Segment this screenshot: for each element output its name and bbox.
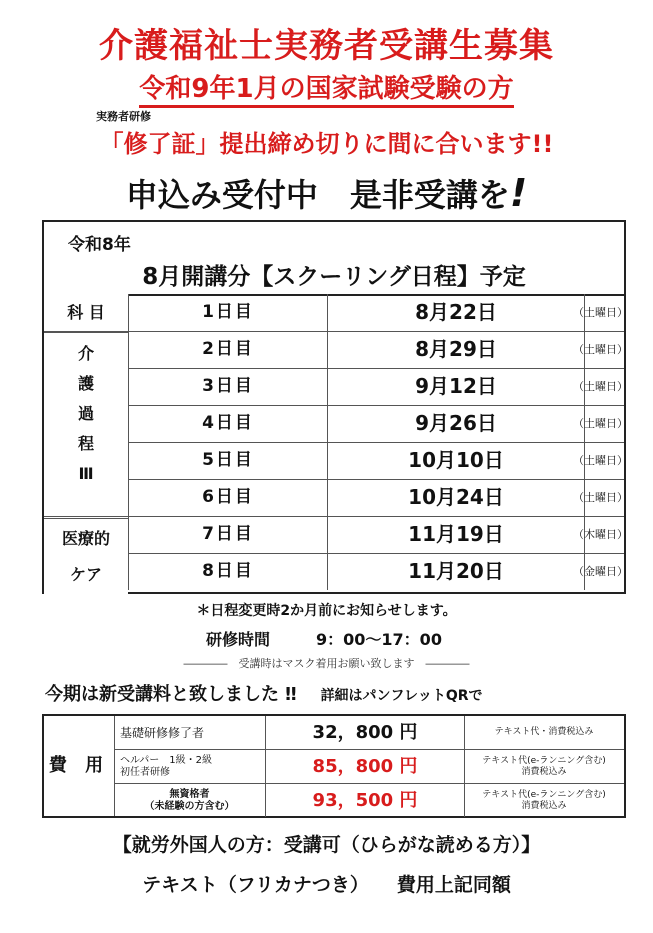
date-cell: 10月10日 <box>328 442 585 479</box>
day-cell: 1日目 <box>128 294 328 331</box>
deadline-text: 「修了証」提出締め切りに間に合います <box>99 130 532 158</box>
day-cell: 4日目 <box>128 405 328 442</box>
apply-text: 申込み受付中 是非受講を <box>125 176 510 214</box>
weekday-cell <box>573 442 628 479</box>
subject-care-process <box>44 332 128 516</box>
weekday-text: （土曜日） <box>573 491 628 504</box>
fee-category-line: 基礎研修修了者 <box>120 725 205 740</box>
subtitle-text: 令和9年1月の国家試験受験の方 <box>139 74 513 108</box>
fee-category <box>114 716 266 749</box>
fee-note-line: 消費税込み <box>521 766 567 777</box>
schedule-row <box>44 516 628 554</box>
schedule-header <box>44 222 624 296</box>
day-cell: 3日目 <box>128 368 328 405</box>
fee-row <box>114 750 624 784</box>
training-hours <box>206 627 442 650</box>
foreign-workers-note: 【就労外国人の方：受講可（ひらがな読める方）】 <box>112 834 541 856</box>
fee-note-line: テキスト代(e-ランニング含む) <box>482 789 606 800</box>
subject-char: 程 <box>77 434 94 453</box>
fee-label: 費 用 <box>44 716 115 816</box>
fee-category-line: （未経験の方含む） <box>144 800 235 812</box>
date-cell: 8月22日 <box>328 294 585 331</box>
date-cell: 11月20日 <box>328 553 585 590</box>
fee-category-line: 初任者研修 <box>120 766 170 778</box>
text-note-b: 費用上記同額 <box>396 874 511 896</box>
weekday-cell <box>573 479 628 516</box>
fee-note-line: テキスト代・消費税込み <box>494 727 594 737</box>
schedule-row <box>44 479 628 517</box>
day-cell: 5日目 <box>128 442 328 479</box>
subject-char: 介 <box>77 344 94 363</box>
fee-category-line: ヘルパー 1級・2級 <box>120 754 213 766</box>
fee-intro-detail: 詳細はパンフレットQRで <box>320 688 483 704</box>
day-cell: 7日目 <box>128 516 328 553</box>
fee-category <box>114 750 266 783</box>
subject-char: 護 <box>77 374 94 393</box>
schedule-row <box>44 442 628 480</box>
subject-line: ケア <box>69 565 102 584</box>
text-note-a: テキスト（フリカナつき） <box>142 874 369 896</box>
page-subtitle <box>0 68 653 105</box>
fee-row <box>114 716 624 750</box>
weekday-text: （土曜日） <box>573 417 628 430</box>
weekday-text: （土曜日） <box>573 306 628 319</box>
day-cell: 2日目 <box>128 331 328 368</box>
fee-price: 85，800 円 <box>266 750 465 783</box>
fee-price: 93，500 円 <box>266 784 465 817</box>
deadline-banner <box>0 124 653 159</box>
date-cell: 10月24日 <box>328 479 585 516</box>
weekday-cell <box>573 368 628 405</box>
subject-line: 医療的 <box>61 529 110 548</box>
text-note <box>0 870 653 897</box>
weekday-text: （土曜日） <box>573 380 628 393</box>
weekday-cell <box>573 516 628 553</box>
fee-note <box>464 784 624 817</box>
fee-note-line: テキスト代(e-ランニング含む) <box>482 755 606 766</box>
weekday-cell <box>573 405 628 442</box>
date-cell: 8月29日 <box>328 331 585 368</box>
weekday-text: （金曜日） <box>573 565 628 578</box>
weekday-cell <box>573 331 628 368</box>
schedule-row <box>44 368 628 406</box>
deadline-mark: !! <box>531 130 554 158</box>
subject-char: 過 <box>77 404 94 423</box>
fee-note-line: 消費税込み <box>521 800 567 811</box>
fee-price: 32，800 円 <box>266 716 465 749</box>
fee-table <box>42 714 626 818</box>
schedule-heading: 8月開講分【スクーリング日程】予定 <box>142 264 526 290</box>
weekday-cell <box>573 294 628 331</box>
date-cell: 9月26日 <box>328 405 585 442</box>
date-cell: 9月12日 <box>328 368 585 405</box>
hours-value: 9：00〜17：00 <box>316 630 442 649</box>
schedule-row <box>44 294 628 332</box>
date-cell: 11月19日 <box>328 516 585 553</box>
fee-intro-text: 今期は新受講料と致しました ‼ <box>45 684 297 705</box>
mask-note: ―――― 受講時はマスク着用お願い致します ―――― <box>183 657 470 670</box>
schedule-row <box>44 405 628 443</box>
schedule-notice: ＊日程変更時2か月前にお知らせします。 <box>196 603 457 619</box>
schedule-table <box>42 220 626 594</box>
apply-mark: ! <box>509 171 528 215</box>
page-title: 介護福祉士実務者受講生募集 <box>99 26 554 66</box>
small-label: 実務者研修 <box>96 110 151 123</box>
weekday-text: （土曜日） <box>573 343 628 356</box>
fee-row <box>114 784 624 817</box>
day-cell: 8日目 <box>128 553 328 590</box>
fee-intro <box>45 680 483 706</box>
subject-header: 科 目 <box>44 294 128 331</box>
weekday-text: （木曜日） <box>573 528 628 541</box>
hours-label: 研修時間 <box>206 630 271 649</box>
schedule-year: 令和8年 <box>68 235 131 255</box>
schedule-row <box>44 331 628 369</box>
apply-banner <box>0 170 653 216</box>
fee-category-line: 無資格者 <box>169 788 210 800</box>
day-cell: 6日目 <box>128 479 328 516</box>
subject-medical-care <box>44 518 128 594</box>
fee-note <box>464 750 624 783</box>
weekday-cell <box>573 553 628 590</box>
weekday-text: （土曜日） <box>573 454 628 467</box>
fee-category <box>114 784 266 817</box>
schedule-row <box>44 553 628 590</box>
subject-char: Ⅲ <box>78 464 94 483</box>
fee-note <box>464 716 624 749</box>
